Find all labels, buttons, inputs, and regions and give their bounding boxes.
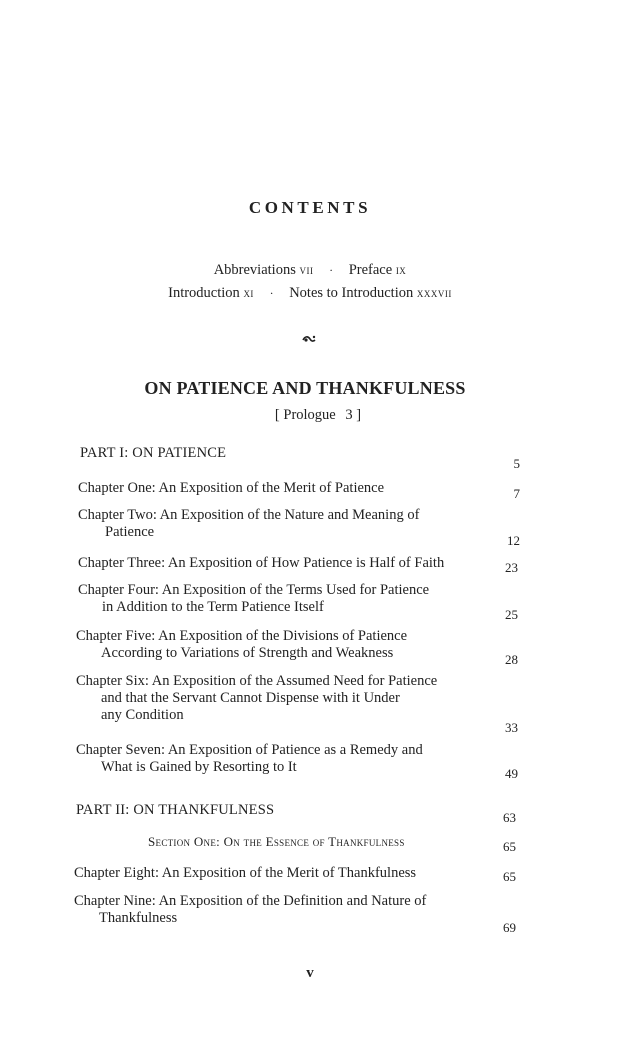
toc-label-introduction[interactable]: Introduction	[168, 285, 240, 301]
toc-entry-chapter-3[interactable]	[78, 555, 444, 572]
toc-entry-chapter-9[interactable]	[74, 893, 426, 927]
entry-line: Thankfulness	[99, 910, 178, 926]
entry-line: Chapter Seven: An Exposition of Patience as a Remedy and	[76, 742, 423, 758]
entry-line: and that the Servant Cannot Dispense with it Under	[101, 690, 400, 706]
entry-line: Chapter Three: An Exposition of How Patience is Half of Faith	[78, 555, 445, 571]
entry-line: Chapter Four: An Exposition of the Terms Used for Patience	[78, 582, 430, 598]
entry-line: in Addition to the Term Patience Itself	[102, 599, 324, 615]
toc-label-preface[interactable]: Preface	[348, 262, 393, 278]
bracket-close: ]	[356, 407, 362, 423]
page-folio: v	[306, 965, 314, 981]
contents-heading: CONTENTS	[248, 198, 372, 217]
front-matter-line-1	[0, 262, 620, 279]
separator-dot: ·	[269, 286, 274, 300]
toc-label-notes-introduction[interactable]: Notes to Introduction	[289, 285, 414, 301]
toc-page-preface: ix	[395, 262, 407, 277]
page-number: 33	[505, 720, 518, 735]
page-number: 69	[503, 920, 516, 935]
toc-entry-chapter-4[interactable]	[78, 582, 429, 616]
toc-entry-part-1[interactable]	[80, 445, 226, 462]
page-number: 25	[505, 607, 518, 622]
page-number: 5	[513, 456, 520, 471]
entry-line: Chapter Eight: An Exposition of the Merit of Thankfulness	[74, 865, 417, 881]
page-number: 12	[507, 533, 520, 548]
page-number: 65	[503, 869, 516, 884]
prologue-page: 3	[345, 407, 353, 423]
toc-entry-chapter-7[interactable]	[76, 742, 423, 776]
toc-page-abbreviations: vii	[299, 262, 314, 277]
toc-entry-section-1[interactable]	[148, 834, 405, 850]
toc-page-notes-introduction: xxxvii	[416, 285, 452, 300]
toc-entry-chapter-6[interactable]	[76, 673, 437, 724]
prologue-entry[interactable]	[0, 407, 632, 424]
entry-line: Chapter Six: An Exposition of the Assumed Need for Patience	[76, 673, 438, 689]
fleuron-icon	[302, 334, 318, 344]
entry-line: Section One: On the Essence of Thankfulness	[148, 834, 405, 849]
toc-page-introduction: xi	[243, 285, 254, 300]
entry-line: According to Variations of Strength and Weakness	[101, 645, 394, 661]
separator-dot: ·	[329, 263, 334, 277]
toc-label-abbreviations[interactable]: Abbreviations	[213, 262, 296, 278]
toc-entry-chapter-2[interactable]	[78, 507, 419, 541]
front-matter-line-2	[0, 285, 620, 302]
entry-line: Chapter One: An Exposition of the Merit of Patience	[78, 480, 385, 496]
entry-line: Chapter Five: An Exposition of the Divisions of Patience	[76, 628, 408, 644]
toc-entry-chapter-1[interactable]	[78, 480, 384, 497]
entry-line: any Condition	[101, 707, 184, 723]
toc-entry-part-2[interactable]	[76, 802, 274, 819]
prologue-label: Prologue	[283, 407, 336, 423]
entry-line: What is Gained by Resorting to It	[101, 759, 297, 775]
entry-line: PART I: ON PATIENCE	[80, 445, 227, 461]
entry-line: PART II: ON THANKFULNESS	[76, 802, 275, 818]
entry-line: Chapter Nine: An Exposition of the Definition and Nature of	[74, 893, 427, 909]
toc-entry-chapter-5[interactable]	[76, 628, 407, 662]
toc-entry-chapter-8[interactable]	[74, 865, 416, 882]
page-number: 65	[503, 839, 516, 854]
page-number: 49	[505, 766, 518, 781]
page-number: 63	[503, 810, 516, 825]
page-number: 7	[513, 486, 520, 501]
bracket-open: [	[274, 407, 280, 423]
page-number: 28	[505, 652, 518, 667]
ornament	[0, 332, 620, 348]
entry-line: Patience	[105, 524, 155, 540]
book-title: ON PATIENCE AND THANKFULNESS	[144, 378, 466, 398]
page-number: 23	[505, 560, 518, 575]
entry-line: Chapter Two: An Exposition of the Nature and Meaning of	[78, 507, 420, 523]
